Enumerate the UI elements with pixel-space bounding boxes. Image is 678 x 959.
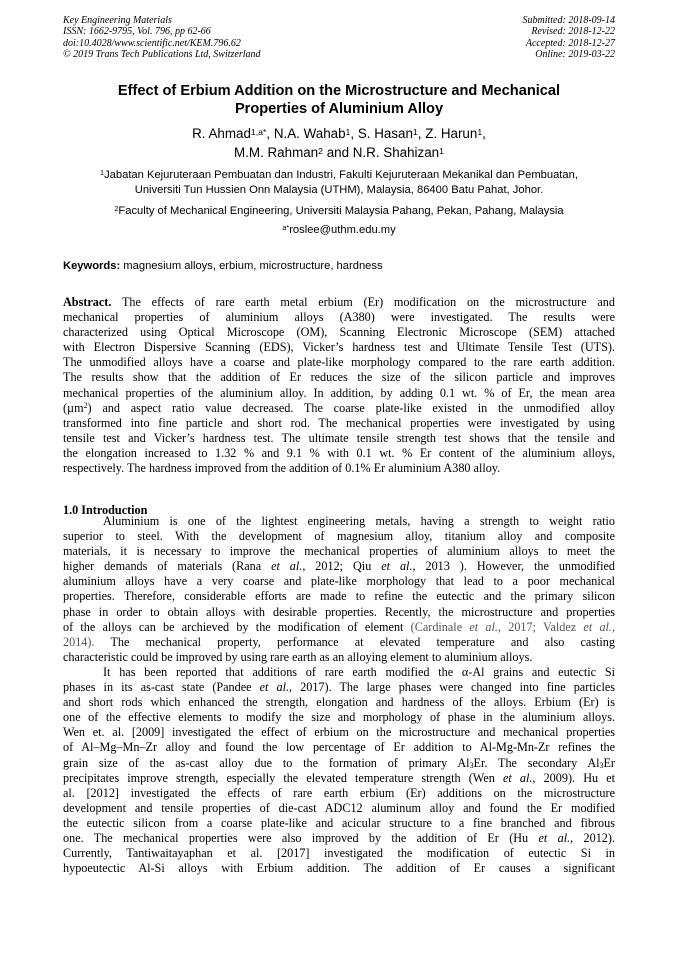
author-sup: 1,a* (250, 126, 267, 137)
abstract-line: tensile test and Vicker’s hardness test. The ultimate tensile strength test shows that the tensile and (63, 430, 615, 445)
body-line: Wen et. al. [2009] investigated the effect of erbium on the microstructure and mechanical properties (63, 725, 615, 740)
body-line: Aluminium is one of the lightest engineering metals, having a strength to weight ratio (103, 514, 615, 528)
body-line: and short rods which enhanced the strength, elongation and hardness of the alloys. Erbium (Er) is (63, 695, 615, 710)
body-line: properties. Therefore, considerable efforts are made to refine the eutectic and the primary silicon (63, 589, 615, 604)
paper-title (60, 82, 618, 118)
author-sup: 1 (345, 126, 351, 137)
affiliation-1 (60, 168, 618, 198)
abstract-line: transformed into fine particle and short rod. The mechanical properties were investigated by using (63, 415, 615, 430)
citation-etal: et al., (583, 619, 616, 634)
body-line: hypoeutectic Al-Si alloys with Erbium addition. The addition of Er causes a significant (63, 861, 615, 876)
title-line-1: Effect of Erbium Addition on the Microstructure and Mechanical (117, 83, 561, 99)
body-text: 2009). Hu et (535, 770, 616, 785)
body-line: Currently, Tantiwaitayaphan et al. [2017] investigated the modification of eutectic Si in (63, 846, 615, 861)
abstract-line: mechanical properties of aluminium alloys (A380) were investigated. The results were (63, 310, 615, 325)
body-text: 2013 ). However, the unmodified (415, 559, 616, 574)
abstract-line (63, 295, 615, 310)
body-text: phases in its as-cast state (Pandee (63, 680, 260, 695)
body-text: one. The mechanical properties were also improved by the addition of Er (Hu (63, 830, 539, 845)
abstract-line: The results show that the addition of Er reduces the size of the silicon particle and improves (63, 370, 615, 385)
abstract-text: ) and aspect ratio value decreased. The coarse plate-like existed in the unmodified alloy (87, 400, 615, 415)
email-address[interactable]: roslee@uthm.edu.my (289, 224, 396, 236)
subscript: 3 (599, 761, 604, 771)
publication-dates (523, 15, 616, 60)
accepted-date: Accepted: 2018-12-27 (525, 37, 615, 49)
author-sup: 2 (318, 145, 323, 156)
citation: 2014). (63, 634, 95, 649)
author-name: , Z. Harun (417, 126, 478, 141)
abstract-line: The unmodified alloys have a coarse and plate-like morphology compared to the rare earth addition. (63, 355, 615, 370)
keywords-text: magnesium alloys, erbium, microstructure, hardness (120, 260, 383, 272)
citation-etal: et al., (502, 770, 536, 785)
author-name: , S. Hasan (350, 126, 413, 141)
journal-name: Key Engineering Materials (63, 15, 172, 26)
citation-etal: et al., (259, 680, 293, 695)
citation: 2017; Valdez (500, 619, 584, 634)
abstract-line: the elongation increased to 1.32 % and 9.1 % with 0.1 wt. % Er content of the aluminium alloys, (63, 445, 615, 460)
body-text: Er (603, 755, 615, 770)
author-sup: 1 (412, 126, 418, 137)
abstract-text: (µm (63, 400, 84, 415)
body-text: 2012; Qiu (305, 559, 382, 574)
body-line: It has been reported that additions of rare earth modified the α-Al grains and eutectic Si (103, 664, 615, 679)
affiliation-sup: 1 (100, 168, 105, 178)
unit-sup: 2 (83, 401, 88, 411)
author-list (60, 124, 618, 162)
issn: ISSN: 1662-9795, Vol. 796, pp 62-66 (63, 26, 211, 38)
author-sup: 1 (477, 126, 483, 137)
keywords (63, 260, 383, 272)
body-line (63, 635, 615, 650)
author-name: M.M. Rahman (234, 145, 319, 160)
copyright: © 2019 Trans Tech Publications Ltd, Switzerland (63, 48, 261, 60)
citation-etal: et al., (538, 830, 574, 845)
body-line: characteristic could be improved by using rare earth as an alloying element to aluminium alloys. (63, 649, 533, 664)
citation-etal: et al., (381, 559, 416, 574)
body-text: precipitates improve strength, especially the elevated temperature strength (Wen (63, 770, 503, 785)
body-text: 2012). (573, 830, 615, 845)
body-text: The mechanical property, performance at elevated temperature and also casting (94, 634, 615, 649)
body-line: of Al–Mg–Mn–Zr alloy and found the low percentage of Er addition to Al-Mg-Mn-Zr refines the (63, 740, 615, 755)
journal-info (63, 15, 261, 60)
citation: (Cardinale (410, 619, 470, 634)
abstract (63, 295, 615, 476)
affiliation-line: Faculty of Mechanical Engineering, Universiti Malaysia Pahang, Pekan, Pahang, Malaysia (118, 205, 564, 217)
subscript: 3 (469, 761, 474, 771)
abstract-text: The effects of rare earth metal erbium (Er) modification on the microstructure and (111, 295, 615, 309)
body-line (63, 831, 615, 846)
author-name: and N.R. Shahizan (322, 145, 440, 160)
body-line: phase in order to obtain alloys with desirable properties. Recently, the microstructure and properties (63, 604, 615, 619)
body-text: grain size of the as-cast alloy due to the formation of primary Al (63, 755, 470, 770)
abstract-line: with Electron Dispersive Scanning (EDS), Vicker’s hardness test and Ultimate Tensile Test (UTS). (63, 340, 615, 355)
body-text: 2017). The large phases were changed into fine particles (292, 680, 615, 695)
introduction (63, 514, 615, 876)
abstract-line: respectively. The hardness improved from the addition of 0.1% Er aluminium A380 alloy. (63, 461, 501, 476)
body-line: aluminium alloys have a very coarse and plate-like morphology that lead to a poor mechanical (63, 574, 615, 589)
body-line: development and tensile properties of die-cast ADC12 aluminum alloy and found the Er modified (63, 800, 615, 815)
online-date: Online: 2019-03-22 (535, 48, 615, 60)
body-line: the eutectic silicon from a coarse plate-like and acicular structure to a fine branched and fibrous (63, 815, 615, 830)
author-separator: , (482, 126, 486, 141)
author-sup: 1 (439, 145, 444, 156)
body-text: higher demands of materials (Rana (63, 559, 272, 574)
abstract-label: Abstract. (63, 295, 112, 309)
email-sup: a* (282, 223, 290, 233)
body-line: materials, it is necessary to improve the mechanical properties of aluminium alloys to meet the (63, 544, 615, 559)
submitted-date: Submitted: 2018-09-14 (522, 15, 615, 26)
affiliation-sup: 2 (114, 204, 119, 214)
body-text: of the alloys can be archieved by the modification of element (63, 619, 411, 634)
title-line-2: Properties of Aluminium Alloy (234, 101, 444, 117)
citation-etal: et al., (469, 619, 501, 634)
author-name: , N.A. Wahab (266, 126, 346, 141)
author-name: R. Ahmad (192, 126, 251, 141)
body-line: one of the effective elements to modify the size and morphology of phase in the aluminium alloys. (63, 710, 615, 725)
affiliation-line: Universiti Tun Hussien Onn Malaysia (UTHM), Malaysia, 86400 Batu Pahat, Johor. (134, 184, 544, 196)
body-line: superior to steel. With the development of magnesium alloy, titanium alloy and composite (63, 529, 615, 544)
body-text: Er. The secondary Al (473, 755, 600, 770)
citation-etal: et al., (271, 559, 306, 574)
corresponding-email (60, 224, 618, 236)
doi: doi:10.4028/www.scientific.net/KEM.796.62 (63, 37, 241, 49)
body-line (63, 756, 615, 771)
section-heading: 1.0 Introduction (63, 503, 148, 517)
revised-date: Revised: 2018-12-22 (531, 26, 615, 38)
body-line (63, 771, 615, 786)
abstract-line (63, 401, 615, 416)
body-line (63, 620, 615, 635)
body-line: al. [2012] investigated the effects of rare earth erbium (Er) additions on the microstructure (63, 785, 615, 800)
body-line (63, 680, 615, 695)
affiliation-2 (60, 204, 618, 219)
affiliation-line: Jabatan Kejuruteraan Pembuatan dan Industri, Fakulti Kejuruteraan Mekanikal dan Pembuatan, (104, 169, 578, 181)
abstract-line: characterized using Optical Microscope (OM), Scanning Electronic Microscope (SEM) attached (63, 325, 615, 340)
abstract-line: mechanical properties of the aluminium alloy. In addition, by adding 0.1 wt. % of Er, the mean area (63, 385, 615, 400)
keywords-label: Keywords: (63, 260, 121, 272)
body-line (63, 559, 615, 574)
